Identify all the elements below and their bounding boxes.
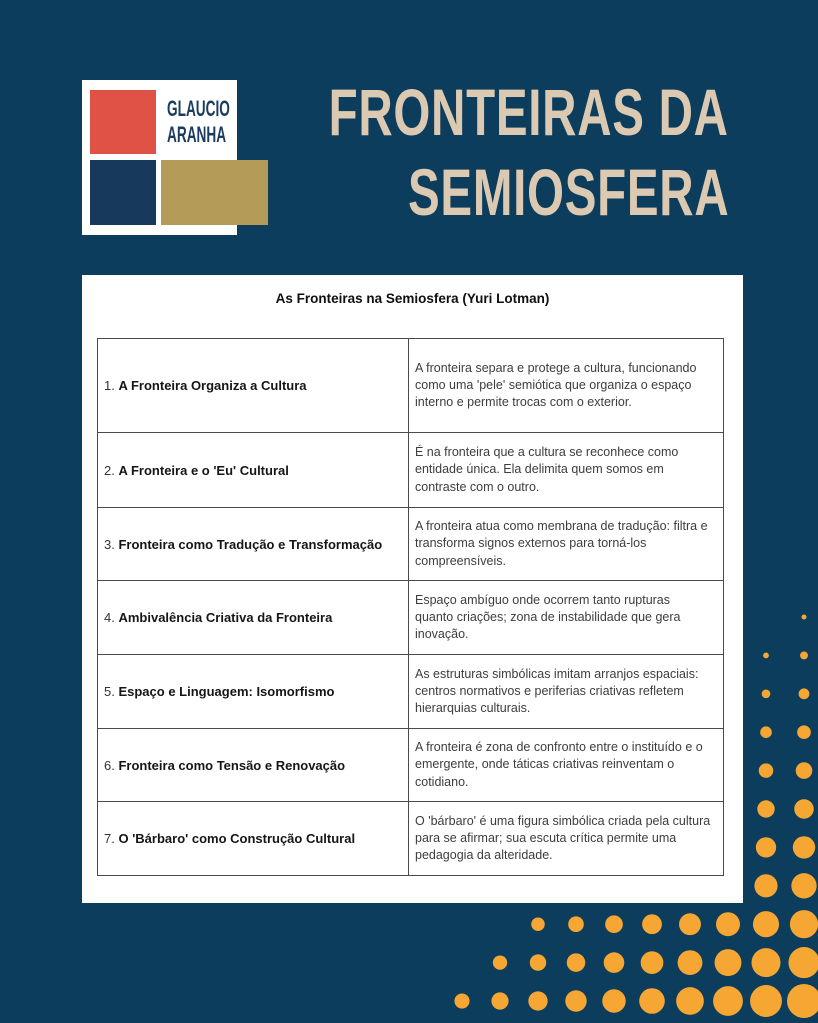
- decor-dot: [762, 689, 771, 698]
- decor-dot: [756, 837, 776, 857]
- logo-name-line2: ARANHA: [167, 122, 227, 147]
- decor-dot: [602, 989, 626, 1013]
- row-topic: Ambivalência Criativa da Fronteira: [118, 610, 333, 625]
- description-cell: A fronteira separa e protege a cultura, funcionando como uma 'pele' semiótica que organiza o espaço interno e permite trocas com o exterior.: [409, 339, 724, 433]
- row-topic: Fronteira como Tradução e Transformação: [118, 536, 383, 552]
- decor-dot: [454, 993, 469, 1008]
- content-card: [82, 275, 743, 903]
- topic-cell: [98, 433, 409, 508]
- decor-dot: [797, 725, 811, 739]
- row-number: 5.: [104, 684, 115, 699]
- decor-dot: [641, 951, 664, 974]
- row-number: 3.: [104, 536, 115, 552]
- decor-dot: [713, 986, 743, 1016]
- row-topic: A Fronteira e o 'Eu' Cultural: [118, 462, 289, 478]
- decor-dot: [716, 912, 740, 936]
- row-topic: Espaço e Linguagem: Isomorfismo: [118, 684, 335, 699]
- decor-dot: [565, 990, 586, 1011]
- logo-square-navy: [90, 160, 156, 225]
- decor-dot: [794, 799, 814, 819]
- row-topic: Fronteira como Tensão e Renovação: [118, 757, 346, 773]
- table-row: [98, 581, 724, 655]
- topic-cell: [98, 508, 409, 581]
- decor-dot: [788, 947, 818, 978]
- decor-dot: [679, 913, 701, 935]
- decor-dot: [796, 762, 813, 779]
- page-title: [173, 72, 729, 232]
- description-cell: A fronteira atua como membrana de tradução: filtra e transforma signos externos para torná-los compreensíveis.: [409, 508, 724, 581]
- row-number: 2.: [104, 462, 115, 478]
- table-row: [98, 729, 724, 802]
- description-cell: As estruturas simbólicas imitam arranjos espaciais: centros normativos e periferias criativas refletem hierarquias culturais.: [409, 655, 724, 729]
- topic-cell: [98, 339, 409, 433]
- topic-cell: [98, 581, 409, 655]
- decor-dot: [787, 984, 818, 1018]
- decor-dot: [715, 949, 742, 976]
- decor-dot: [531, 917, 545, 931]
- decor-dot: [604, 952, 625, 973]
- decor-dot: [754, 874, 777, 897]
- topic-cell: [98, 729, 409, 802]
- decor-dot: [757, 800, 774, 817]
- topic-cell: [98, 802, 409, 876]
- row-number: 4.: [104, 610, 115, 625]
- decor-dot: [639, 988, 665, 1014]
- table-row: [98, 508, 724, 581]
- semiosphere-table: [97, 338, 724, 876]
- description-cell: O 'bárbaro' é uma figura simbólica criada pela cultura para se afirmar; sua escuta crítica permite uma pedagogia da alteridade.: [409, 802, 724, 876]
- decor-dot: [753, 911, 779, 937]
- description-cell: A fronteira é zona de confronto entre o instituído e o emergente, onde táticas criativas reinventam o cotidiano.: [409, 729, 724, 802]
- table-row: [98, 655, 724, 729]
- row-number: 7.: [104, 831, 115, 846]
- row-number: 6.: [104, 757, 115, 773]
- decor-dot: [800, 651, 808, 659]
- description-cell: Espaço ambíguo onde ocorrem tanto rupturas quanto criações; zona de instabilidade que gera inovação.: [409, 581, 724, 655]
- table-row: [98, 433, 724, 508]
- decor-dot: [802, 615, 807, 620]
- description-cell: É na fronteira que a cultura se reconhece como entidade única. Ela delimita quem somos em contraste com o outro.: [409, 433, 724, 508]
- decor-dot: [491, 992, 508, 1009]
- page-title-line1: FRONTEIRAS DA: [328, 75, 729, 149]
- decor-dot: [642, 914, 662, 934]
- decor-dot: [752, 948, 781, 977]
- decor-dot: [790, 910, 818, 938]
- logo-square-red: [90, 90, 156, 154]
- page-title-line2: SEMIOSFERA: [407, 155, 729, 229]
- decor-dot: [605, 915, 623, 933]
- decor-dot: [791, 873, 816, 898]
- decor-dot: [678, 950, 703, 975]
- table-heading: As Fronteiras na Semiosfera (Yuri Lotman): [275, 291, 550, 306]
- topic-cell: [98, 655, 409, 729]
- decor-dot: [763, 653, 769, 659]
- table-row: [98, 802, 724, 876]
- decor-dot: [528, 991, 547, 1010]
- logo-name-line1: GLAUCIO: [167, 96, 230, 121]
- decor-dot: [759, 763, 774, 778]
- row-topic: A Fronteira Organiza a Cultura: [118, 378, 307, 393]
- table-row: [98, 339, 724, 433]
- row-number: 1.: [104, 378, 115, 393]
- decor-dot: [568, 916, 584, 932]
- decor-dot: [493, 955, 507, 969]
- decor-dot: [793, 836, 815, 858]
- decor-dot: [567, 953, 586, 972]
- decor-dot: [760, 726, 772, 738]
- decor-dot: [530, 954, 546, 970]
- row-topic: O 'Bárbaro' como Construção Cultural: [118, 831, 356, 846]
- decor-dot: [676, 987, 704, 1015]
- decor-dot: [750, 985, 782, 1017]
- decor-dot: [799, 688, 810, 699]
